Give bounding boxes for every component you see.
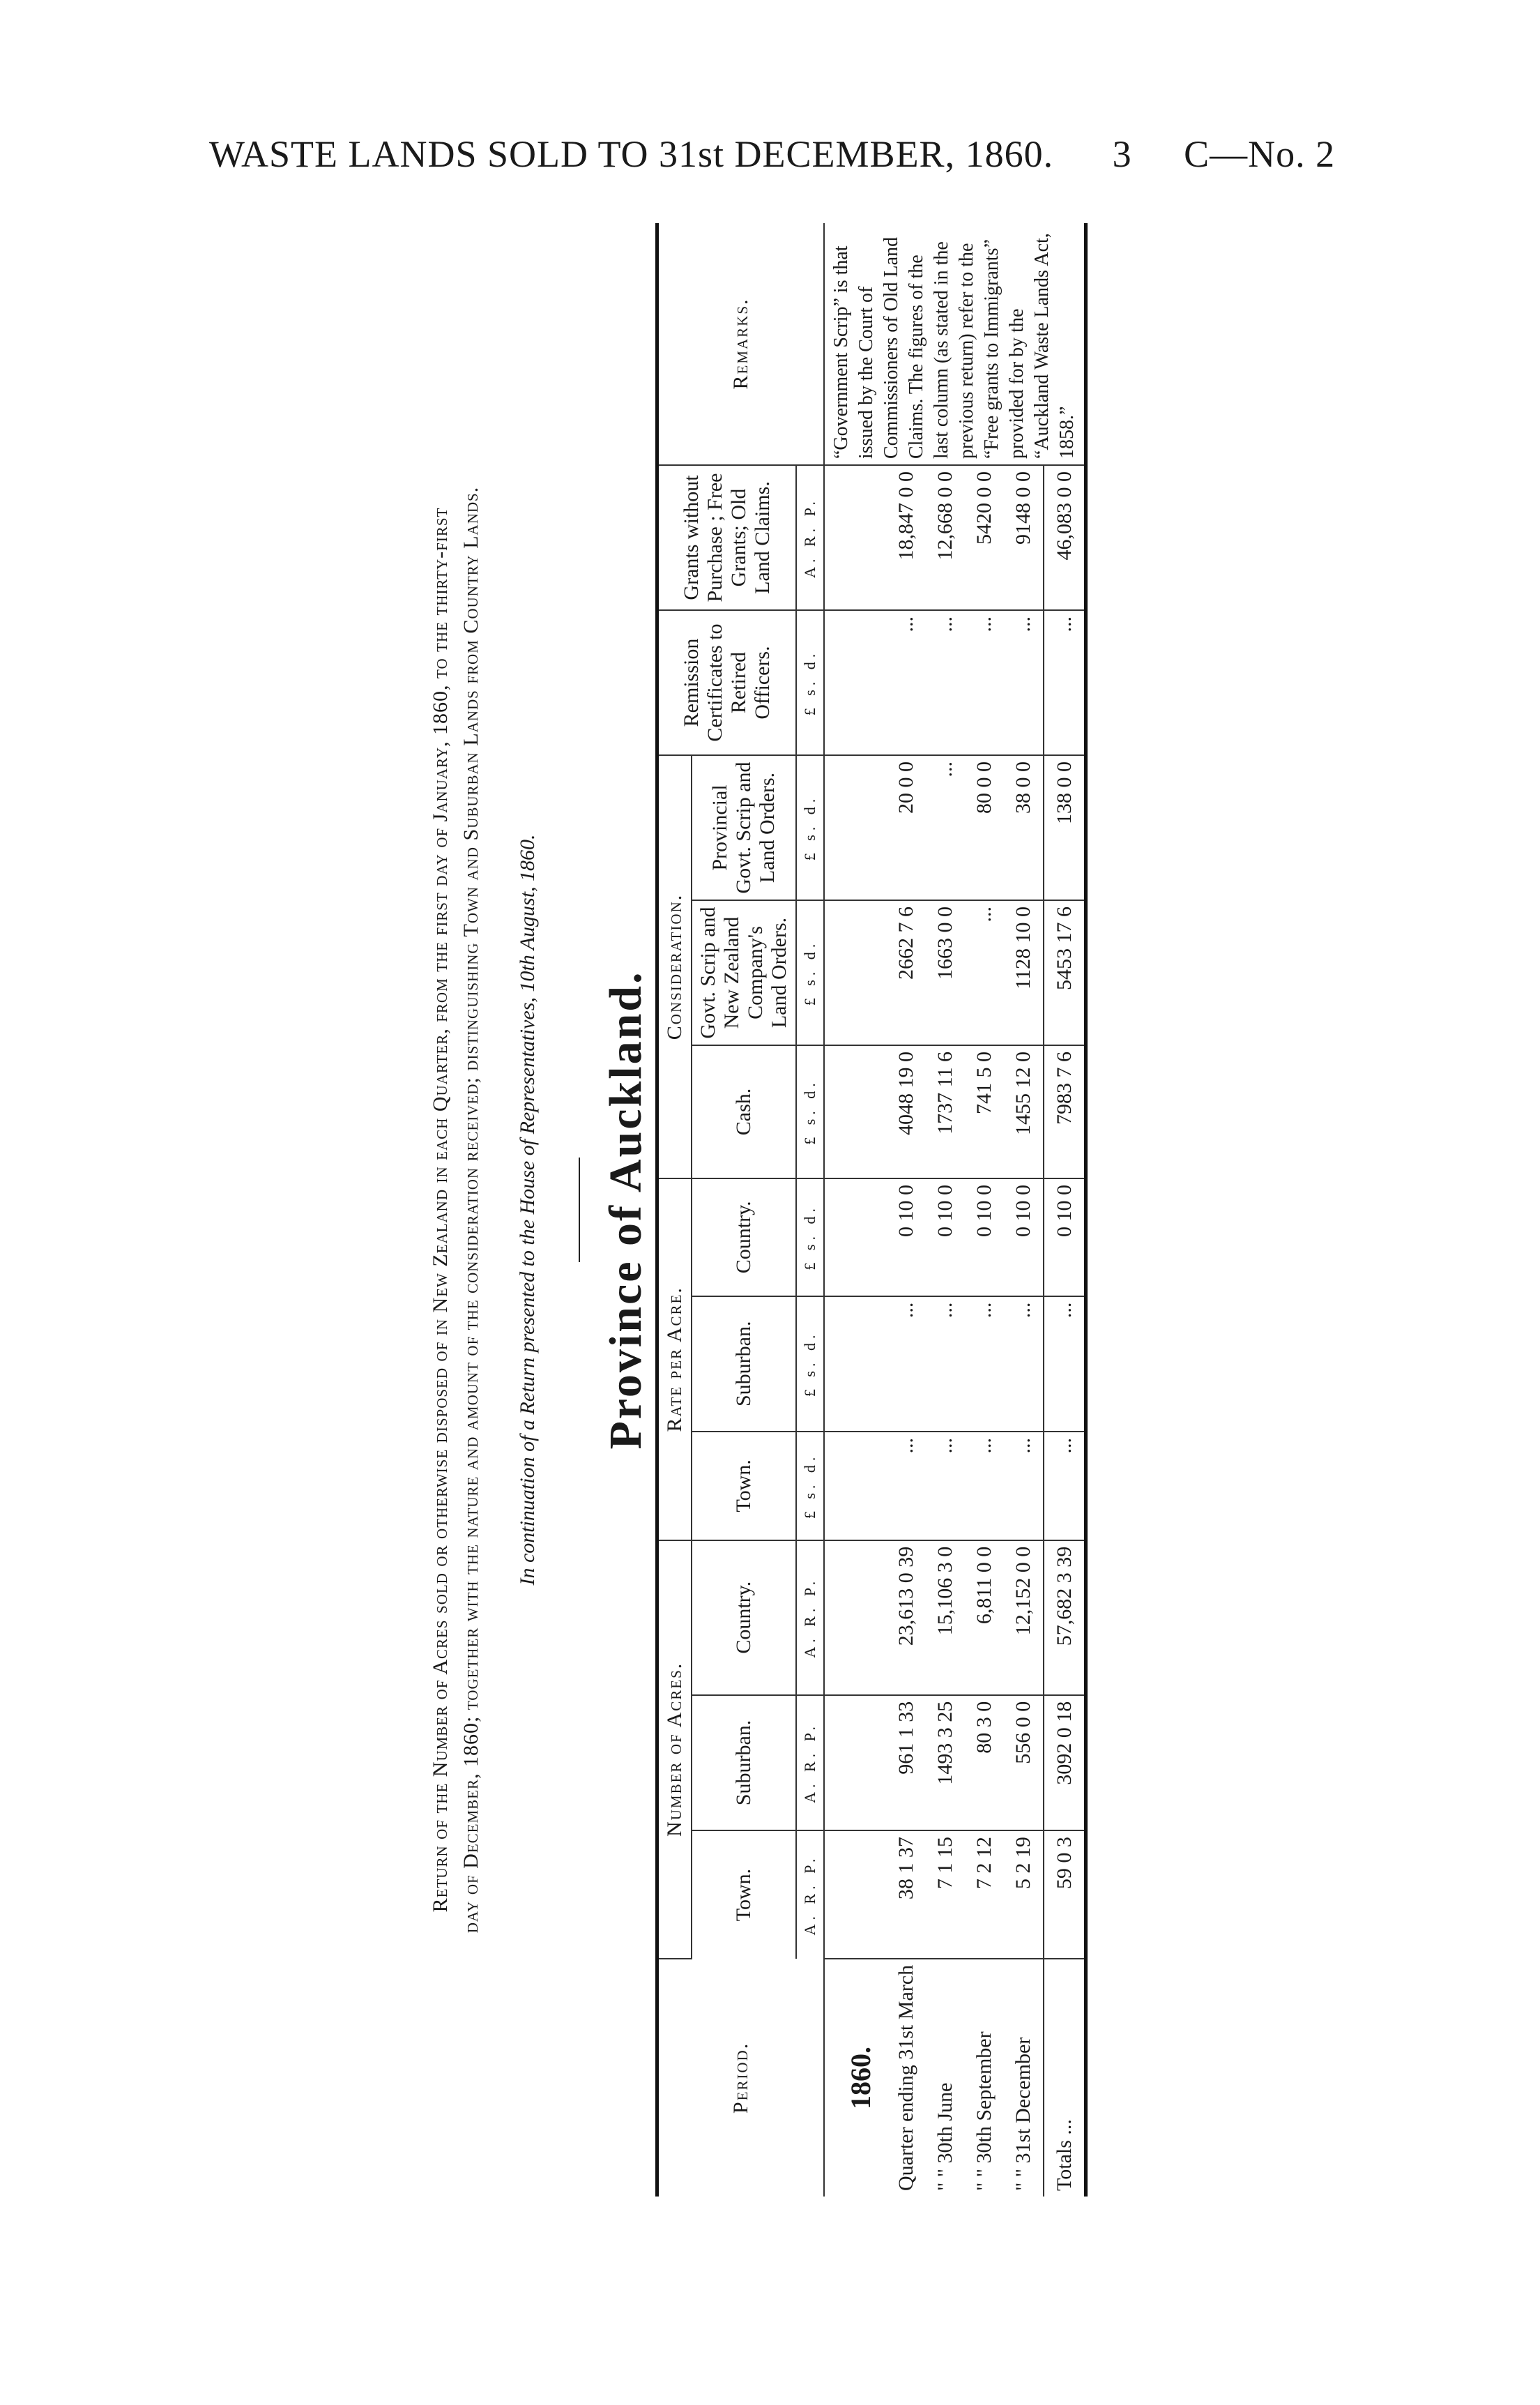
cell-govt-scrip: 1663 0 0 [926,900,965,1045]
col-cash: Cash. [692,1045,796,1178]
cell-country-acres: 15,106 3 0 [926,1540,965,1695]
cell-remission: ... [887,610,926,755]
cell-town-acres: 7 1 15 [926,1830,965,1959]
col-period: Period. [657,1959,825,2197]
cell-rate-country: 0 10 0 [887,1178,926,1296]
page-number: 3 [1112,133,1132,175]
col-suburban: Suburban. [692,1695,796,1830]
cell-rate-country: 0 10 0 [1044,1178,1085,1296]
col-remarks: Remarks. [657,223,825,465]
cell-period: " " 31st December [1012,2037,1035,2191]
cell-provincial: 20 0 0 [887,755,926,900]
unit-lsd: £ s. d. [796,1045,824,1178]
cell-provincial: 38 0 0 [1004,755,1044,900]
cell-rate-suburban: ... [887,1296,926,1432]
cell-rate-suburban: ... [1044,1296,1085,1432]
cell-rate-town: ... [965,1432,1004,1540]
cell-grants: 46,083 0 0 [1044,465,1085,610]
paper-reference: C—No. 2 [1184,133,1336,175]
return-title [425,223,487,2197]
cell-country-acres: 12,152 0 0 [1004,1540,1044,1695]
unit-lsd: £ s. d. [796,1178,824,1296]
cell-rate-suburban: ... [965,1296,1004,1432]
unit-lsd: £ s. d. [796,755,824,900]
cell-remission: ... [1004,610,1044,755]
cell-town-acres: 7 2 12 [965,1830,1004,1959]
cell-period: " " 30th June [933,2082,957,2191]
unit-arp: A. R. P. [796,1830,824,1959]
col-rate-suburban: Suburban. [692,1296,796,1432]
cell-remission: ... [926,610,965,755]
col-consideration: Consideration. [657,755,692,1178]
cell-rate-country: 0 10 0 [926,1178,965,1296]
cell-grants: 9148 0 0 [1004,465,1044,610]
return-title-line1: Return of the Number of Acres sold or otherwise disposed of in New Zealand in each Quarter, from the first day of January, 1860, to the thirty-first [429,507,452,1913]
col-rate-per-acre: Rate per Acre. [657,1178,692,1540]
cell-cash: 4048 19 0 [887,1045,926,1178]
cell-govt-scrip: 2662 7 6 [887,900,926,1045]
cell-rate-town: ... [887,1432,926,1540]
col-country: Country. [692,1540,796,1695]
cell-country-acres: 6,811 0 0 [965,1540,1004,1695]
cell-govt-scrip: 1128 10 0 [1004,900,1044,1045]
cell-grants: 18,847 0 0 [887,465,926,610]
table-row [1004,223,1044,2197]
cell-cash: 741 5 0 [965,1045,1004,1178]
cell-remission: ... [1044,610,1085,755]
cell-cash: 7983 7 6 [1044,1045,1085,1178]
cell-suburban-acres: 961 1 33 [887,1695,926,1830]
cell-grants: 5420 0 0 [965,465,1004,610]
cell-govt-scrip: 5453 17 6 [1044,900,1085,1045]
cell-provincial: 80 0 0 [965,755,1004,900]
table-row [887,223,926,2197]
cell-suburban-acres: 80 3 0 [965,1695,1004,1830]
cell-grants: 12,668 0 0 [926,465,965,610]
col-rate-country: Country. [692,1178,796,1296]
cell-rate-country: 0 10 0 [1004,1178,1044,1296]
return-subtitle: In continuation of a Return presented to the House of Representatives, 10th August, 1860. [516,834,539,1586]
cell-period: Totals ... [1044,1959,1085,2197]
cell-rate-town: ... [1044,1432,1085,1540]
unit-lsd: £ s. d. [796,900,824,1045]
remarks-text: “Government Scrip” is that issued by the Court of Commissioners of Old Land Claims. The figures of the last column (as stated in the previous return) refer to the “Free grants to Immigrants” provided for by the “Auckland Waste Lands Act, 1858.” [824,223,1086,465]
year-label: 1860. [845,2046,877,2109]
cell-rate-town: ... [926,1432,965,1540]
province-heading: Province of Auckland. [600,970,651,1450]
page-header [209,132,1359,176]
cell-cash: 1737 11 6 [926,1045,965,1178]
cell-suburban-acres: 1493 3 25 [926,1695,965,1830]
cell-rate-suburban: ... [926,1296,965,1432]
unit-arp: A. R. P. [796,1540,824,1695]
divider [579,1158,580,1262]
page-title: WASTE LANDS SOLD TO 31st DECEMBER, 1860. [209,133,1054,175]
cell-suburban-acres: 556 0 0 [1004,1695,1044,1830]
cell-rate-town: ... [1004,1432,1044,1540]
cell-country-acres: 23,613 0 39 [887,1540,926,1695]
unit-lsd: £ s. d. [796,1432,824,1540]
cell-period: " " 30th September [973,2031,996,2191]
table-row [926,223,965,2197]
col-provincial: Provincial Govt. Scrip and Land Orders. [692,755,796,900]
unit-arp: A. R. P. [796,465,824,610]
cell-rate-suburban: ... [1004,1296,1044,1432]
table-row [965,223,1004,2197]
cell-period: Quarter ending 31st March [894,1964,918,2191]
cell-country-acres: 57,682 3 39 [1044,1540,1085,1695]
cell-provincial: ... [926,755,965,900]
cell-town-acres: 38 1 37 [887,1830,926,1959]
rotated-return [98,223,1283,2197]
totals-row [1044,223,1085,2197]
return-table [655,223,1088,2197]
cell-govt-scrip: ... [965,900,1004,1045]
col-grants: Grants without Purchase ; Free Grants; Old Land Claims. [657,465,797,610]
return-title-line2: day of December, 1860; together with the nature and amount of the consideration received; distinguishing Town and Suburban Lands from Country Lands. [459,486,482,1934]
col-govt-scrip: Govt. Scrip and New Zealand Company's Land Orders. [692,900,796,1045]
cell-provincial: 138 0 0 [1044,755,1085,900]
unit-arp: A. R. P. [796,1695,824,1830]
cell-cash: 1455 12 0 [1004,1045,1044,1178]
col-town: Town. [692,1830,796,1959]
col-remission: Remission Certificates to Retired Officers. [657,610,797,755]
cell-remission: ... [965,610,1004,755]
cell-town-acres: 59 0 3 [1044,1830,1085,1959]
col-number-of-acres: Number of Acres. [657,1540,692,1959]
cell-town-acres: 5 2 19 [1004,1830,1044,1959]
cell-suburban-acres: 3092 0 18 [1044,1695,1085,1830]
unit-lsd: £ s. d. [796,610,824,755]
cell-rate-country: 0 10 0 [965,1178,1004,1296]
unit-lsd: £ s. d. [796,1296,824,1432]
col-rate-town: Town. [692,1432,796,1540]
